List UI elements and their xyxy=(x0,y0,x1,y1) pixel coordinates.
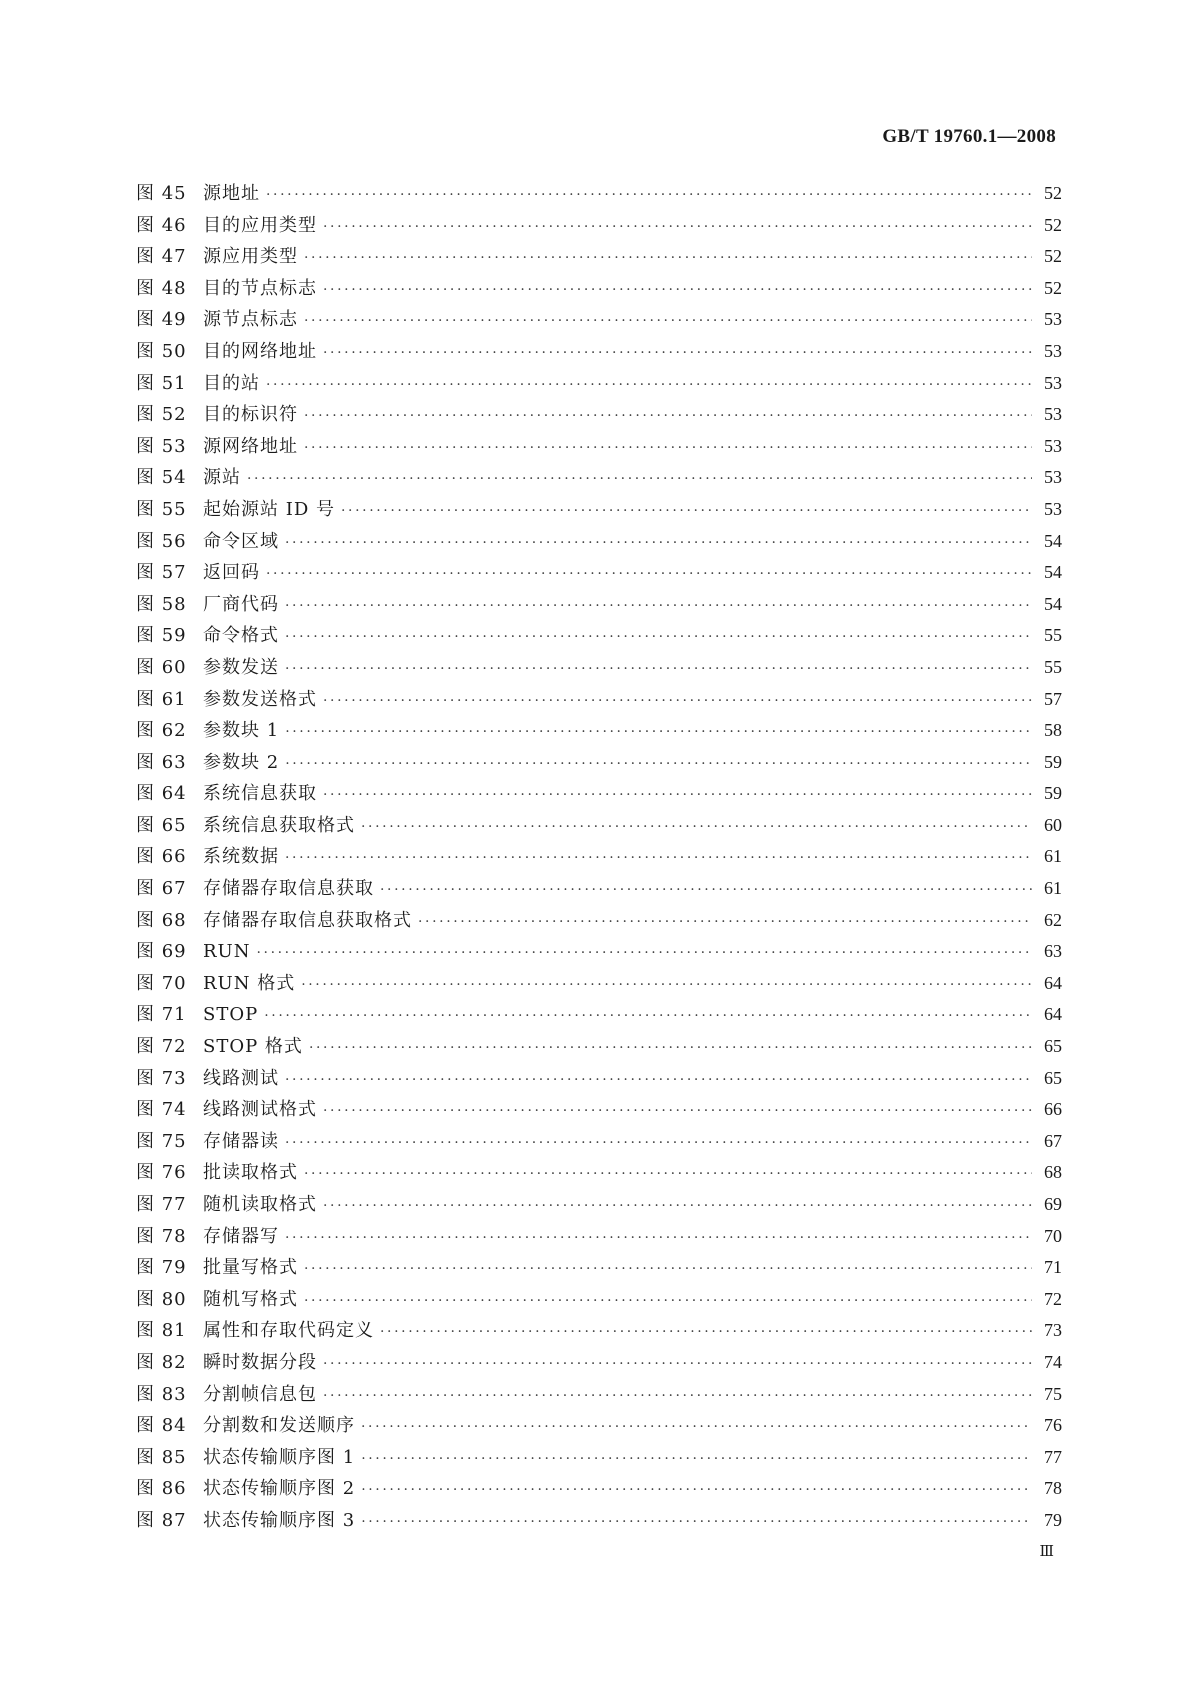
figure-number: 图 73 xyxy=(136,1067,187,1089)
toc-entry[interactable] xyxy=(136,810,1062,842)
figure-title: 属性和存取代码定义 xyxy=(203,1320,374,1342)
page-number: 68 xyxy=(1044,1162,1062,1183)
page-number: 53 xyxy=(1044,467,1062,488)
figure-title: RUN xyxy=(203,941,251,963)
figure-title: 源应用类型 xyxy=(203,246,298,268)
figure-title: 系统信息获取格式 xyxy=(203,814,355,836)
page-number: 69 xyxy=(1044,1194,1062,1214)
figure-number: 图 51 xyxy=(136,372,187,394)
dot-leader xyxy=(304,243,1032,275)
toc-entry[interactable] xyxy=(136,1315,1062,1347)
figure-title: 状态传输顺序图 2 xyxy=(203,1478,356,1500)
figure-title: 目的节点标志 xyxy=(203,277,317,299)
figure-number: 图 67 xyxy=(136,878,187,900)
page-number: 54 xyxy=(1044,593,1062,614)
dot-leader xyxy=(304,433,1032,465)
toc-entry[interactable] xyxy=(136,241,1062,273)
page-number: 71 xyxy=(1044,1257,1062,1278)
toc-entry[interactable] xyxy=(136,1284,1062,1316)
figure-number: 图 45 xyxy=(136,183,187,204)
figure-title: 系统信息获取 xyxy=(203,783,317,805)
figure-title: 状态传输顺序图 3 xyxy=(203,1509,356,1531)
figure-number: 图 72 xyxy=(136,1036,187,1058)
dot-leader xyxy=(304,401,1032,433)
page-number: 61 xyxy=(1044,878,1062,899)
dot-leader xyxy=(285,1223,1032,1255)
figure-title: STOP 格式 xyxy=(203,1036,303,1058)
dot-leader xyxy=(266,180,1032,212)
toc-entry[interactable] xyxy=(136,1189,1062,1221)
page-number: 55 xyxy=(1044,656,1062,677)
dot-leader xyxy=(285,622,1032,654)
figure-title: 目的网络地址 xyxy=(203,340,317,362)
toc-entry[interactable] xyxy=(136,652,1062,684)
page-number: 58 xyxy=(1044,720,1062,741)
toc-entry[interactable] xyxy=(136,936,1062,968)
dot-leader xyxy=(323,212,1032,244)
dot-leader xyxy=(380,875,1032,907)
dot-leader xyxy=(266,370,1032,402)
dot-leader xyxy=(418,907,1032,939)
toc-entry[interactable] xyxy=(136,1031,1062,1063)
dot-leader xyxy=(323,1096,1032,1128)
page-number: 78 xyxy=(1044,1478,1062,1499)
toc-entry[interactable] xyxy=(136,368,1062,400)
dot-leader xyxy=(304,306,1032,338)
figure-title: 厂商代码 xyxy=(203,593,279,615)
dot-leader xyxy=(285,717,1032,749)
page-number: 74 xyxy=(1044,1351,1062,1372)
figure-title: 命令区域 xyxy=(203,530,279,552)
toc-entry[interactable] xyxy=(136,841,1062,873)
figure-number: 图 84 xyxy=(136,1415,187,1437)
figure-number: 图 69 xyxy=(136,941,187,963)
figure-number: 图 53 xyxy=(136,435,187,457)
dot-leader xyxy=(323,686,1032,718)
dot-leader xyxy=(285,843,1032,875)
dot-leader xyxy=(323,275,1032,307)
figure-number: 图 57 xyxy=(136,562,187,584)
toc-entry[interactable] xyxy=(136,273,1062,305)
figure-title: 源站 xyxy=(203,467,241,489)
dot-leader xyxy=(323,1381,1032,1413)
toc-entry[interactable] xyxy=(136,715,1062,747)
figure-number: 图 87 xyxy=(136,1509,187,1531)
toc-entry[interactable] xyxy=(136,778,1062,810)
page-number: 53 xyxy=(1044,404,1062,425)
figure-title: 分割数和发送顺序 xyxy=(203,1415,355,1437)
page-number: 59 xyxy=(1044,783,1062,804)
dot-leader xyxy=(361,1412,1032,1444)
page-number: 57 xyxy=(1044,688,1062,709)
toc-entry[interactable] xyxy=(136,620,1062,652)
page-number: 54 xyxy=(1044,530,1062,551)
toc-entry[interactable] xyxy=(136,905,1062,937)
toc-entry[interactable] xyxy=(136,968,1062,1000)
dot-leader xyxy=(304,1254,1032,1286)
figure-title: 分割帧信息包 xyxy=(203,1383,317,1405)
toc-entry[interactable] xyxy=(136,1126,1062,1158)
dot-leader xyxy=(309,1033,1032,1065)
figure-title: 参数发送 xyxy=(203,656,279,678)
figure-title: 存储器读 xyxy=(203,1130,279,1152)
figure-list xyxy=(136,178,1062,1537)
toc-entry[interactable] xyxy=(136,178,1062,210)
page-number: 52 xyxy=(1044,246,1062,267)
page-number: 63 xyxy=(1044,941,1062,962)
toc-entry[interactable] xyxy=(136,1347,1062,1379)
dot-leader xyxy=(264,1001,1032,1033)
figure-number: 图 63 xyxy=(136,751,187,773)
figure-number: 图 82 xyxy=(136,1351,187,1373)
toc-entry[interactable] xyxy=(136,1221,1062,1253)
page-number: 66 xyxy=(1044,1099,1062,1120)
figure-number: 图 71 xyxy=(136,1004,187,1026)
figure-number: 图 74 xyxy=(136,1099,187,1121)
dot-leader xyxy=(285,1128,1032,1160)
toc-entry[interactable] xyxy=(136,1473,1062,1505)
figure-number: 图 83 xyxy=(136,1383,187,1405)
page-number: 53 xyxy=(1044,435,1062,456)
figure-title: 随机读取格式 xyxy=(203,1194,317,1215)
figure-number: 图 64 xyxy=(136,783,187,805)
figure-number: 图 60 xyxy=(136,656,187,678)
figure-number: 图 61 xyxy=(136,688,187,710)
page-number: 52 xyxy=(1044,214,1062,235)
figure-title: 随机写格式 xyxy=(203,1288,298,1310)
toc-entry[interactable] xyxy=(136,336,1062,368)
toc-entry[interactable] xyxy=(136,526,1062,558)
figure-title: 命令格式 xyxy=(203,625,279,647)
figure-title: 系统数据 xyxy=(203,846,279,868)
figure-number: 图 77 xyxy=(136,1194,187,1215)
figure-number: 图 55 xyxy=(136,498,187,520)
page-number: 72 xyxy=(1044,1288,1062,1309)
figure-title: 瞬时数据分段 xyxy=(203,1351,317,1373)
figure-number: 图 81 xyxy=(136,1320,187,1342)
figure-title: 批读取格式 xyxy=(203,1162,298,1184)
page-number: 65 xyxy=(1044,1036,1062,1057)
dot-leader xyxy=(380,1317,1032,1349)
page-number: 77 xyxy=(1044,1446,1062,1467)
page-number: 75 xyxy=(1044,1383,1062,1404)
toc-entry[interactable] xyxy=(136,1157,1062,1189)
toc-entry[interactable] xyxy=(136,1094,1062,1126)
dot-leader xyxy=(266,559,1032,591)
page-number: 59 xyxy=(1044,751,1062,772)
toc-entry[interactable] xyxy=(136,304,1062,336)
dot-leader xyxy=(304,1159,1032,1191)
figure-title: 源节点标志 xyxy=(203,309,298,331)
figure-number: 图 79 xyxy=(136,1257,187,1279)
page-number: 64 xyxy=(1044,1004,1062,1025)
dot-leader xyxy=(323,1349,1032,1381)
dot-leader xyxy=(247,464,1032,496)
figure-title: 线路测试格式 xyxy=(203,1099,317,1121)
toc-entry[interactable] xyxy=(136,210,1062,242)
page-number: 52 xyxy=(1044,183,1062,203)
figure-number: 图 54 xyxy=(136,467,187,489)
toc-entry[interactable] xyxy=(136,999,1062,1031)
dot-leader xyxy=(323,780,1032,812)
figure-title: 目的应用类型 xyxy=(203,214,317,236)
figure-number: 图 65 xyxy=(136,814,187,836)
figure-number: 图 56 xyxy=(136,530,187,552)
toc-entry[interactable] xyxy=(136,1252,1062,1284)
figure-number: 图 75 xyxy=(136,1130,187,1152)
toc-entry[interactable] xyxy=(136,431,1062,463)
figure-number: 图 46 xyxy=(136,214,187,236)
page-number: 70 xyxy=(1044,1225,1062,1246)
page-number: 76 xyxy=(1044,1415,1062,1436)
dot-leader xyxy=(323,338,1032,370)
dot-leader xyxy=(285,591,1032,623)
page-number: 53 xyxy=(1044,340,1062,361)
figure-number: 图 76 xyxy=(136,1162,187,1184)
toc-entry[interactable] xyxy=(136,1442,1062,1474)
figure-title: 参数块 2 xyxy=(203,751,280,773)
page-number: 64 xyxy=(1044,972,1062,993)
toc-entry[interactable] xyxy=(136,462,1062,494)
figure-number: 图 66 xyxy=(136,846,187,868)
figure-title: 线路测试 xyxy=(203,1067,279,1089)
dot-leader xyxy=(285,528,1032,560)
toc-entry[interactable] xyxy=(136,494,1062,526)
page-number: 53 xyxy=(1044,309,1062,330)
figure-title: 起始源站 ID 号 xyxy=(203,498,335,520)
figure-number: 图 47 xyxy=(136,246,187,268)
roman-page-number: Ⅲ xyxy=(1039,1544,1054,1560)
dot-leader xyxy=(304,1286,1032,1318)
page-number: 62 xyxy=(1044,909,1062,930)
page-number: 65 xyxy=(1044,1067,1062,1088)
figure-number: 图 59 xyxy=(136,625,187,647)
dot-leader xyxy=(361,1444,1032,1476)
toc-entry[interactable] xyxy=(136,1063,1062,1095)
dot-leader xyxy=(285,749,1032,781)
figure-title: 存储器存取信息获取 xyxy=(203,878,374,900)
figure-title: 参数块 1 xyxy=(203,720,280,742)
dot-leader xyxy=(361,1475,1032,1507)
standard-code-header: GB/T 19760.1—2008 xyxy=(882,126,1056,147)
page-number: 54 xyxy=(1044,562,1062,583)
toc-entry[interactable] xyxy=(136,1505,1062,1537)
dot-leader xyxy=(341,496,1032,528)
toc-entry[interactable] xyxy=(136,399,1062,431)
figure-title: 状态传输顺序图 1 xyxy=(203,1446,356,1468)
figure-number: 图 62 xyxy=(136,720,187,742)
figure-number: 图 52 xyxy=(136,404,187,426)
figure-number: 图 78 xyxy=(136,1225,187,1247)
page-number: 52 xyxy=(1044,277,1062,298)
figure-title: 存储器存取信息获取格式 xyxy=(203,909,412,931)
toc-entry[interactable] xyxy=(136,557,1062,589)
figure-title: 目的站 xyxy=(203,372,260,394)
page-number: 53 xyxy=(1044,498,1062,519)
dot-leader xyxy=(361,1507,1032,1539)
toc-entry[interactable] xyxy=(136,873,1062,905)
figure-title: RUN 格式 xyxy=(203,972,296,994)
dot-leader xyxy=(285,1065,1032,1097)
figure-number: 图 50 xyxy=(136,340,187,362)
figure-number: 图 70 xyxy=(136,972,187,994)
figure-number: 图 48 xyxy=(136,277,187,299)
figure-title: 目的标识符 xyxy=(203,404,298,426)
page-number: 79 xyxy=(1044,1509,1062,1530)
toc-entry[interactable] xyxy=(136,589,1062,621)
figure-number: 图 80 xyxy=(136,1288,187,1310)
page-number: 67 xyxy=(1044,1130,1062,1151)
dot-leader xyxy=(323,1191,1032,1223)
toc-entry[interactable] xyxy=(136,684,1062,716)
page-number: 60 xyxy=(1044,814,1062,835)
toc-entry[interactable] xyxy=(136,1379,1062,1411)
dot-leader xyxy=(361,812,1032,844)
figure-title: 源网络地址 xyxy=(203,435,298,457)
figure-number: 图 49 xyxy=(136,309,187,331)
dot-leader xyxy=(285,654,1032,686)
page-number: 73 xyxy=(1044,1320,1062,1341)
toc-entry[interactable] xyxy=(136,747,1062,779)
figure-title: STOP xyxy=(203,1004,259,1026)
figure-title: 批量写格式 xyxy=(203,1257,298,1279)
toc-entry[interactable] xyxy=(136,1410,1062,1442)
page-number: 53 xyxy=(1044,372,1062,393)
figure-number: 图 68 xyxy=(136,909,187,931)
figure-number: 图 85 xyxy=(136,1446,187,1468)
figure-number: 图 58 xyxy=(136,593,187,615)
page-number: 61 xyxy=(1044,846,1062,867)
page-number: 55 xyxy=(1044,625,1062,646)
figure-title: 参数发送格式 xyxy=(203,688,317,710)
figure-title: 存储器写 xyxy=(203,1225,279,1247)
figure-number: 图 86 xyxy=(136,1478,187,1500)
dot-leader xyxy=(301,970,1032,1002)
figure-title: 返回码 xyxy=(203,562,260,584)
figure-title: 源地址 xyxy=(203,183,260,204)
dot-leader xyxy=(256,938,1032,970)
